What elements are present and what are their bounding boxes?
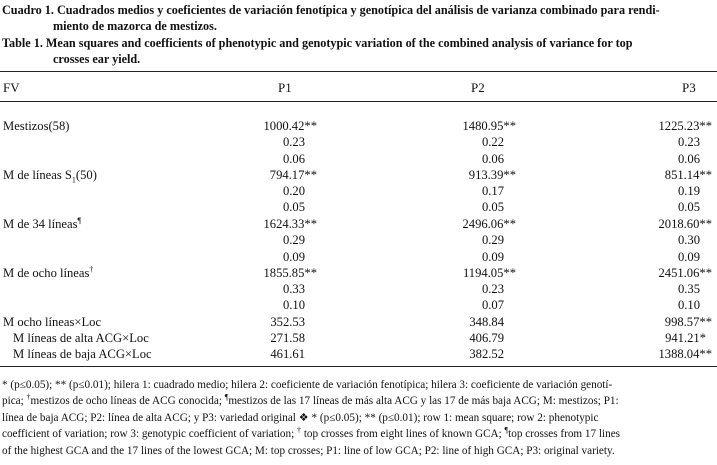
cell-p2: 0.23	[481, 282, 504, 296]
row-label	[3, 168, 97, 185]
table-caption-english	[2, 35, 714, 67]
cell-p3: 0.30	[677, 233, 700, 247]
cell-p2: 0.07	[481, 298, 504, 312]
footnote-line: * (p≤0.05); ** (p≤0.01); hilera 1: cuadrado medio; hilera 2: coeficiente de variación fenotípica; hilera 3: coeficiente de variación genotí-	[2, 379, 613, 391]
row-label-text: M de 34 líneas	[3, 217, 78, 231]
cell-p3: 1225.23**	[658, 119, 712, 133]
row-label-footnote-mark: †	[89, 264, 94, 274]
cell-p1: 794.17**	[269, 168, 317, 182]
footnote-text: mestizos de ocho líneas de ACG conocida;	[30, 395, 225, 408]
cell-p1: 352.53	[270, 315, 305, 329]
cell-p1: 1855.85**	[263, 266, 317, 280]
cell-p1: 1000.42**	[263, 119, 317, 133]
cell-p3: 941.21*	[665, 331, 706, 345]
cell-p2: 0.29	[481, 233, 504, 247]
cell-p2: 1194.05**	[462, 266, 516, 280]
cell-p2: 1480.95**	[462, 119, 516, 133]
footnote-text: pica;	[2, 395, 27, 408]
caption-text-en-cont: crosses ear yield.	[53, 52, 141, 66]
cell-p1: 461.61	[270, 347, 305, 361]
cell-p3: 2451.06**	[658, 266, 712, 280]
table-top-rule	[0, 71, 717, 72]
table-header-rule	[0, 101, 717, 102]
table-caption-spanish	[2, 2, 714, 34]
row-label-footnote-mark: ¶	[77, 215, 82, 225]
cell-p3: 998.57**	[664, 315, 712, 329]
cell-p1: 0.10	[282, 298, 305, 312]
cell-p3: 0.05	[677, 200, 700, 214]
row-label: Mestizos(58)	[3, 119, 70, 133]
footnote-line	[2, 393, 715, 409]
cell-p2: 0.22	[481, 135, 504, 149]
cell-p3: 0.35	[677, 282, 700, 296]
cell-p1: 1624.33**	[263, 217, 317, 231]
pilcrow-mark: ¶	[224, 392, 229, 402]
caption-label-es: Cuadro 1.	[2, 3, 54, 17]
footnote-text: coefficient of variation; row 3: genotypic coefficient of variation;	[2, 428, 298, 441]
cell-p1: 0.06	[282, 152, 305, 166]
caption-label-en: Table 1.	[2, 36, 43, 50]
cell-p1: 0.20	[282, 184, 305, 198]
cell-p2: 406.79	[469, 331, 504, 345]
cell-p2: 2496.06**	[462, 217, 516, 231]
footnote-line: línea de baja ACG; P2: línea de alta ACG; y P3: variedad original ❖ * (p≤0.05); ** (p≤0.01); row 1: mean square; row 2: phenotypic	[2, 411, 599, 424]
caption-text-en: Mean squares and coefficients of phenotypic and genotypic variation of the combined analysis of variance for top	[45, 36, 633, 50]
row-label: M ocho líneas×Loc	[3, 315, 102, 329]
cell-p1: 271.58	[270, 331, 305, 345]
row-label: M líneas de baja ACG×Loc	[13, 347, 152, 361]
table-footnotes	[2, 377, 715, 459]
caption-text-es-cont: miento de mazorca de mestizos.	[53, 19, 217, 33]
cell-p1: 0.23	[282, 135, 305, 149]
footnote-text: top crosses from 17 lines	[508, 428, 621, 441]
column-header-p1: P1	[278, 80, 292, 95]
table-bottom-rule	[0, 366, 717, 367]
cell-p2: 0.05	[481, 200, 504, 214]
dagger-mark: †	[26, 392, 31, 402]
column-header-fv: FV	[3, 80, 20, 95]
column-header-p3: P3	[682, 80, 696, 95]
cell-p1: 0.33	[282, 282, 305, 296]
footnote-text: mestizos de las 17 líneas de más alta ACG y las 17 de más baja ACG; M: mestizos; P1:	[228, 395, 619, 408]
row-label	[3, 266, 93, 280]
cell-p2: 913.39**	[468, 168, 516, 182]
cell-p3: 0.19	[677, 184, 700, 198]
row-label-count: (50)	[75, 168, 97, 182]
cell-p2: 0.09	[481, 250, 504, 264]
cell-p1: 0.29	[282, 233, 305, 247]
pilcrow-mark: ¶	[504, 425, 509, 435]
row-label	[3, 217, 81, 231]
row-label-text: M de ocho líneas	[3, 266, 90, 280]
column-header-p2: P2	[471, 80, 485, 95]
caption-text-es: Cuadrados medios y coeficientes de variación fenotípica y genotípica del análisis de varianza combinado para rendi-	[56, 3, 660, 17]
row-label-subscript: 1	[71, 175, 76, 185]
cell-p3: 1388.04**	[658, 347, 712, 361]
cell-p3: 0.09	[677, 250, 700, 264]
row-label: M líneas de alta ACG×Loc	[13, 331, 149, 345]
cell-p2: 382.52	[469, 347, 504, 361]
cell-p3: 0.23	[677, 135, 700, 149]
footnote-text: top crosses from eight lines of known GCA;	[301, 428, 505, 441]
dagger-mark: †	[297, 425, 302, 435]
footnote-line: of the highest GCA and the 17 lines of the lowest GCA; M: top crosses; P1: line of low GCA; P2: line of high GCA; P3: original variety.	[2, 444, 615, 457]
cell-p3: 851.14**	[664, 168, 712, 182]
cell-p1: 0.09	[282, 250, 305, 264]
cell-p2: 0.06	[481, 152, 504, 166]
footnote-line	[2, 426, 715, 442]
cell-p3: 0.10	[677, 298, 700, 312]
row-label-text: M de líneas S	[3, 168, 72, 182]
cell-p2: 348.84	[469, 315, 504, 329]
cell-p3: 2018.60**	[658, 217, 712, 231]
cell-p3: 0.06	[677, 152, 700, 166]
cell-p1: 0.05	[282, 200, 305, 214]
cell-p2: 0.17	[481, 184, 504, 198]
